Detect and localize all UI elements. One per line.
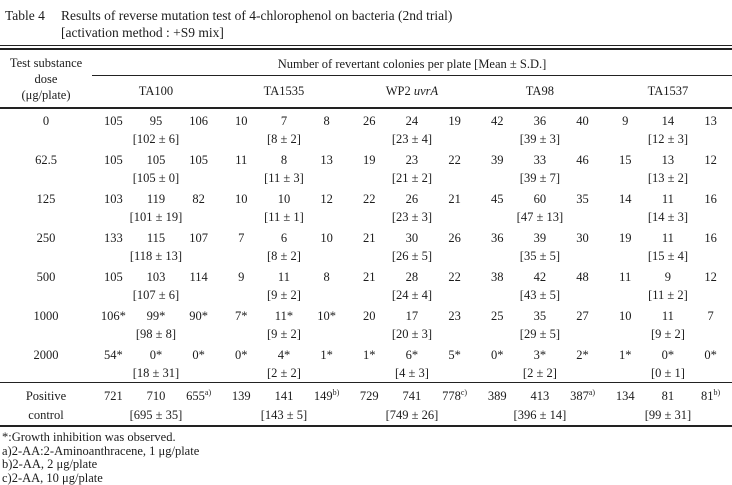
plate-count-cell: 9	[220, 265, 263, 287]
mean-sd-cell: [105 ± 0]	[92, 170, 220, 187]
dose-cell: 62.5	[0, 148, 92, 187]
plate-count-cell: 35	[561, 187, 604, 209]
plate-count-cell: 8	[263, 148, 306, 170]
plate-count-cell: 13	[689, 108, 732, 131]
plate-count-cell: 7	[220, 226, 263, 248]
plate-count-cell: 26	[348, 108, 391, 131]
plate-count-cell: 105	[92, 148, 135, 170]
plate-count-cell: 22	[433, 265, 476, 287]
dose-cell: 0	[0, 108, 92, 148]
plate-count-cell: 30	[391, 226, 434, 248]
mean-sd-cell: [39 ± 3]	[476, 131, 604, 148]
strain-header-ta98: TA98	[476, 76, 604, 109]
plate-count-cell: 5*	[433, 343, 476, 365]
plate-count-cell: 389	[476, 383, 519, 408]
plate-count-cell: 10	[305, 226, 348, 248]
footnote-marker: a)	[205, 388, 211, 397]
plate-count-cell: 0*	[689, 343, 732, 365]
dose-column-header	[0, 50, 92, 108]
plate-count-cell: 24	[391, 108, 434, 131]
plate-count-cell: 26	[391, 187, 434, 209]
dose-header-line3: (μg/plate)	[0, 87, 92, 103]
dose-header-line2: dose	[0, 71, 92, 87]
plate-count-cell: 10	[220, 108, 263, 131]
plate-count-cell: 15	[604, 148, 647, 170]
table-caption-line1	[5, 7, 728, 24]
positive-control-values-row	[0, 383, 732, 408]
mean-sd-cell: [47 ± 13]	[476, 209, 604, 226]
plate-count-cell: 20	[348, 304, 391, 326]
revertant-colonies-header: Number of revertant colonies per plate [Mean ± S.D.]	[92, 50, 732, 76]
footnote-marker: b)	[714, 388, 721, 397]
plate-count-cell: 1*	[305, 343, 348, 365]
mean-sd-cell: [107 ± 6]	[92, 287, 220, 304]
mean-sd-cell: [12 ± 3]	[604, 131, 732, 148]
mean-sd-cell: [39 ± 7]	[476, 170, 604, 187]
plate-count-cell: 105	[92, 108, 135, 131]
mean-sd-cell: [11 ± 1]	[220, 209, 348, 226]
plate-count-cell: 721	[92, 383, 135, 408]
plate-count-cell: 7*	[220, 304, 263, 326]
plate-count-cell: 42	[519, 265, 562, 287]
mean-sd-cell: [4 ± 3]	[348, 365, 476, 383]
plate-count-cell: 105	[177, 148, 220, 170]
footnote-marker: b)	[333, 388, 340, 397]
plate-count-cell: 105	[135, 148, 178, 170]
plate-count-cell: 8	[305, 108, 348, 131]
plate-count-cell: 30	[561, 226, 604, 248]
plate-count-cell: 40	[561, 108, 604, 131]
dose-values-row	[0, 226, 732, 248]
plate-count-cell: 28	[391, 265, 434, 287]
plate-count-cell: 90*	[177, 304, 220, 326]
dose-values-row	[0, 304, 732, 326]
strain-header-ta100: TA100	[92, 76, 220, 109]
plate-count-cell: 106	[177, 108, 220, 131]
mean-sd-cell: [29 ± 5]	[476, 326, 604, 343]
plate-count-cell: 6	[263, 226, 306, 248]
plate-count-cell: 8	[305, 265, 348, 287]
dose-values-row	[0, 265, 732, 287]
table-title-text: Results of reverse mutation test of 4-chlorophenol on bacteria (2nd trial)	[61, 8, 452, 23]
plate-count-cell: 16	[689, 226, 732, 248]
plate-count-cell: 10	[263, 187, 306, 209]
mean-sd-row	[0, 365, 732, 383]
plate-count-cell: 45	[476, 187, 519, 209]
plate-count-cell: 81	[647, 383, 690, 408]
plate-count-cell: 36	[519, 108, 562, 131]
plate-count-cell: 13	[305, 148, 348, 170]
plate-count-cell: 3*	[519, 343, 562, 365]
plate-count-cell: 11	[647, 304, 690, 326]
plate-count-cell: 139	[220, 383, 263, 408]
plate-count-cell: 39	[519, 226, 562, 248]
plate-count-cell: 38	[476, 265, 519, 287]
plate-count-cell: 11	[647, 187, 690, 209]
mean-sd-cell: [23 ± 3]	[348, 209, 476, 226]
plate-count-cell: 741	[391, 383, 434, 408]
plate-count-cell: 133	[92, 226, 135, 248]
mean-sd-cell: [9 ± 2]	[220, 326, 348, 343]
plate-count-cell: 729	[348, 383, 391, 408]
plate-count-cell: 0*	[220, 343, 263, 365]
results-table	[0, 50, 732, 427]
plate-count-cell: 12	[689, 265, 732, 287]
footnotes	[0, 427, 732, 485]
plate-count-cell: 115	[135, 226, 178, 248]
plate-count-cell: 46	[561, 148, 604, 170]
plate-count-cell: 2*	[561, 343, 604, 365]
plate-count-cell: 35	[519, 304, 562, 326]
plate-count-cell: 19	[604, 226, 647, 248]
mean-sd-cell: [20 ± 3]	[348, 326, 476, 343]
plate-count-cell: 14	[604, 187, 647, 209]
activation-method-note: [activation method : +S9 mix]	[61, 24, 728, 41]
plate-count-cell: 39	[476, 148, 519, 170]
dose-values-row	[0, 187, 732, 209]
mean-sd-cell: [2 ± 2]	[220, 365, 348, 383]
plate-count-cell: 4*	[263, 343, 306, 365]
mean-sd-cell: [15 ± 4]	[604, 248, 732, 265]
mean-sd-cell: [98 ± 8]	[92, 326, 220, 343]
strain-header-ta1535: TA1535	[220, 76, 348, 109]
plate-count-cell: 95	[135, 108, 178, 131]
strain-header-ta1537: TA1537	[604, 76, 732, 109]
mean-sd-row	[0, 287, 732, 304]
plate-count-cell: 25	[476, 304, 519, 326]
plate-count-cell: 23	[433, 304, 476, 326]
plate-count-cell: 60	[519, 187, 562, 209]
positive-control-mean-row	[0, 407, 732, 426]
plate-count-cell: 17	[391, 304, 434, 326]
plate-count-cell: 21	[433, 187, 476, 209]
mean-sd-cell: [21 ± 2]	[348, 170, 476, 187]
plate-count-cell: 11	[604, 265, 647, 287]
mean-sd-row	[0, 248, 732, 265]
plate-count-cell: 141	[263, 383, 306, 408]
plate-count-cell: 99*	[135, 304, 178, 326]
mean-sd-cell: [749 ± 26]	[348, 407, 476, 426]
dose-values-row	[0, 148, 732, 170]
dose-cell: 2000	[0, 343, 92, 383]
plate-count-cell: 10	[604, 304, 647, 326]
plate-count-cell: 387$^{a)}$	[561, 383, 604, 408]
plate-count-cell: 22	[348, 187, 391, 209]
mean-sd-cell: [11 ± 3]	[220, 170, 348, 187]
dose-cell: 125	[0, 187, 92, 226]
plate-count-cell: 0*	[476, 343, 519, 365]
plate-count-cell: 26	[433, 226, 476, 248]
plate-count-cell: 107	[177, 226, 220, 248]
plate-count-cell: 710	[135, 383, 178, 408]
mean-sd-cell: [8 ± 2]	[220, 248, 348, 265]
mean-sd-cell: [101 ± 19]	[92, 209, 220, 226]
mean-sd-row	[0, 209, 732, 226]
mean-sd-row	[0, 326, 732, 343]
plate-count-cell: 13	[647, 148, 690, 170]
mean-sd-cell: [143 ± 5]	[220, 407, 348, 426]
mean-sd-cell: [43 ± 5]	[476, 287, 604, 304]
footnote-line-0: *:Growth inhibition was observed.	[2, 431, 732, 445]
plate-count-cell: 16	[689, 187, 732, 209]
mean-sd-cell: [2 ± 2]	[476, 365, 604, 383]
plate-count-cell: 33	[519, 148, 562, 170]
plate-count-cell: 106*	[92, 304, 135, 326]
plate-count-cell: 0*	[135, 343, 178, 365]
plate-count-cell: 103	[135, 265, 178, 287]
table-number: Table 4	[5, 7, 52, 24]
mean-sd-cell: [35 ± 5]	[476, 248, 604, 265]
footnote-line-3: c)2-AA, 10 μg/plate	[2, 472, 732, 485]
mean-sd-row	[0, 170, 732, 187]
plate-count-cell: 11*	[263, 304, 306, 326]
plate-count-cell: 778$^{c)}$	[433, 383, 476, 408]
footnote-line-2: b)2-AA, 2 μg/plate	[2, 458, 732, 472]
plate-count-cell: 12	[689, 148, 732, 170]
dose-header-line1: Test substance	[0, 55, 92, 71]
plate-count-cell: 82	[177, 187, 220, 209]
positive-control-label: Positive control	[0, 383, 92, 427]
mean-sd-cell: [102 ± 6]	[92, 131, 220, 148]
mean-sd-cell: [695 ± 35]	[92, 407, 220, 426]
mean-sd-row	[0, 131, 732, 148]
plate-count-cell: 10	[220, 187, 263, 209]
dose-values-row	[0, 343, 732, 365]
footnote-marker: c)	[461, 388, 467, 397]
table-caption	[0, 0, 732, 41]
plate-count-cell: 14	[647, 108, 690, 131]
plate-count-cell: 103	[92, 187, 135, 209]
plate-count-cell: 1*	[348, 343, 391, 365]
dose-cell: 500	[0, 265, 92, 304]
plate-count-cell: 19	[433, 108, 476, 131]
mean-sd-cell: [18 ± 31]	[92, 365, 220, 383]
plate-count-cell: 0*	[647, 343, 690, 365]
plate-count-cell: 21	[348, 226, 391, 248]
plate-count-cell: 36	[476, 226, 519, 248]
plate-count-cell: 1*	[604, 343, 647, 365]
mean-sd-cell: [396 ± 14]	[476, 407, 604, 426]
mean-sd-cell: [24 ± 4]	[348, 287, 476, 304]
plate-count-cell: 23	[391, 148, 434, 170]
plate-count-cell: 11	[263, 265, 306, 287]
plate-count-cell: 81$^{b)}$	[689, 383, 732, 408]
plate-count-cell: 7	[689, 304, 732, 326]
plate-count-cell: 6*	[391, 343, 434, 365]
mean-sd-cell: [8 ± 2]	[220, 131, 348, 148]
plate-count-cell: 9	[604, 108, 647, 131]
plate-count-cell: 27	[561, 304, 604, 326]
plate-count-cell: 134	[604, 383, 647, 408]
plate-count-cell: 413	[519, 383, 562, 408]
strain-header-wp2-uvra: WP2 uvrA	[348, 76, 476, 109]
mean-sd-cell: [23 ± 4]	[348, 131, 476, 148]
plate-count-cell: 7	[263, 108, 306, 131]
mean-sd-cell: [118 ± 13]	[92, 248, 220, 265]
plate-count-cell: 114	[177, 265, 220, 287]
plate-count-cell: 22	[433, 148, 476, 170]
mean-sd-cell: [14 ± 3]	[604, 209, 732, 226]
strain-name-italic: uvrA	[414, 84, 438, 98]
plate-count-cell: 10*	[305, 304, 348, 326]
footnote-marker: a)	[589, 388, 595, 397]
dose-values-row	[0, 108, 732, 131]
dose-cell: 1000	[0, 304, 92, 343]
plate-count-cell: 54*	[92, 343, 135, 365]
footnote-line-1: a)2-AA:2-Aminoanthracene, 1 μg/plate	[2, 445, 732, 459]
plate-count-cell: 0*	[177, 343, 220, 365]
plate-count-cell: 21	[348, 265, 391, 287]
plate-count-cell: 149$^{b)}$	[305, 383, 348, 408]
plate-count-cell: 9	[647, 265, 690, 287]
plate-count-cell: 105	[92, 265, 135, 287]
plate-count-cell: 119	[135, 187, 178, 209]
dose-cell: 250	[0, 226, 92, 265]
plate-count-cell: 11	[220, 148, 263, 170]
mean-sd-cell: [9 ± 2]	[604, 326, 732, 343]
plate-count-cell: 12	[305, 187, 348, 209]
mean-sd-cell: [9 ± 2]	[220, 287, 348, 304]
mean-sd-cell: [26 ± 5]	[348, 248, 476, 265]
mean-sd-cell: [99 ± 31]	[604, 407, 732, 426]
plate-count-cell: 11	[647, 226, 690, 248]
mean-sd-cell: [11 ± 2]	[604, 287, 732, 304]
plate-count-cell: 48	[561, 265, 604, 287]
mean-sd-cell: [13 ± 2]	[604, 170, 732, 187]
plate-count-cell: 19	[348, 148, 391, 170]
plate-count-cell: 655$^{a)}$	[177, 383, 220, 408]
plate-count-cell: 42	[476, 108, 519, 131]
mean-sd-cell: [0 ± 1]	[604, 365, 732, 383]
